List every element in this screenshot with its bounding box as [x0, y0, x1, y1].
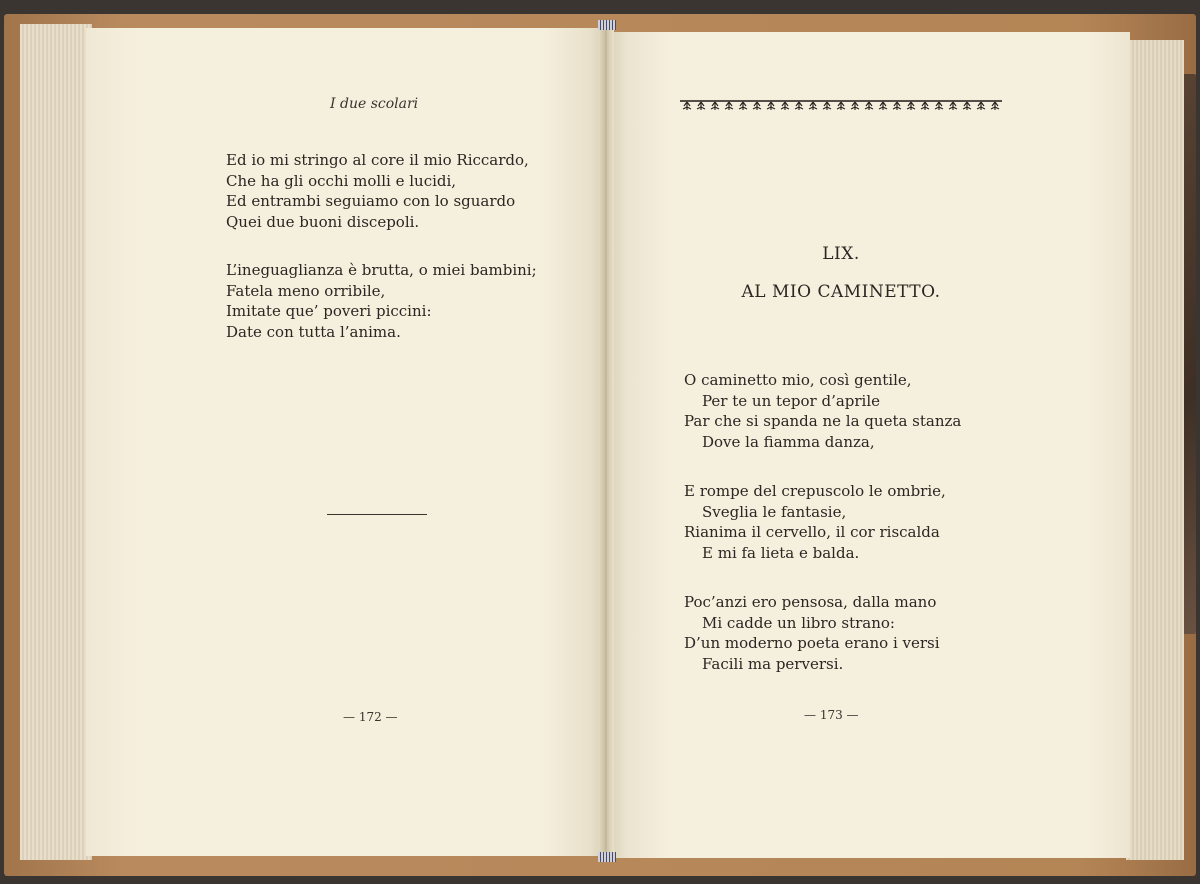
left-stanza-2	[226, 260, 537, 342]
verse-line: L’ineguaglianza è brutta, o miei bambini;	[226, 261, 537, 279]
verse-line: Facili ma perversi.	[702, 654, 844, 673]
verse-line: Sveglia le fantasie,	[702, 502, 847, 521]
section-rule	[327, 514, 427, 515]
right-stanza-2	[684, 481, 946, 563]
right-stanza-1	[684, 370, 961, 452]
verse-line: E rompe del crepuscolo le ombrie,	[684, 482, 946, 500]
verse-line: O caminetto mio, così gentile,	[684, 371, 912, 389]
verse-line: Per te un tepor d’aprile	[702, 391, 881, 410]
folio-left: — 172 —	[343, 710, 398, 724]
verse-line: Poc’anzi ero pensosa, dalla mano	[684, 593, 937, 611]
page-edges-left	[20, 24, 92, 860]
verse-line: D’un moderno poeta erano i versi	[684, 634, 940, 652]
verse-line: Fatela meno orribile,	[226, 281, 386, 300]
folio-right: — 173 —	[804, 708, 859, 722]
page-edges-right	[1126, 40, 1184, 860]
verse-line: Mi cadde un libro strano:	[702, 613, 895, 632]
verse-line: Par che si spanda ne la queta stanza	[684, 412, 962, 430]
verse-line: Ed entrambi seguiamo con lo sguardo	[226, 192, 516, 210]
poem-title: AL MIO CAMINETTO.	[741, 282, 941, 302]
book-gutter	[598, 28, 614, 858]
binding-cord-bottom	[598, 852, 616, 862]
poem-number: LIX.	[822, 244, 860, 264]
left-stanza-1	[226, 150, 529, 232]
ornament-border-icon	[680, 100, 1002, 112]
verse-line: Quei due buoni discepoli.	[226, 212, 420, 231]
verse-line: Date con tutta l’anima.	[226, 322, 401, 341]
verse-line: E mi fa lieta e balda.	[702, 543, 860, 562]
verse-line: Imitate que’ poveri piccini:	[226, 302, 432, 320]
running-head: I due scolari	[330, 96, 419, 112]
verse-line: Che ha gli occhi molli e lucidi,	[226, 171, 457, 190]
verse-line: Ed io mi stringo al core il mio Riccardo,	[226, 151, 529, 169]
binding-cord-top	[598, 20, 616, 30]
right-stanza-3	[684, 592, 940, 674]
verse-line: Rianima il cervello, il cor riscalda	[684, 523, 940, 541]
verse-line: Dove la fiamma danza,	[702, 432, 875, 451]
